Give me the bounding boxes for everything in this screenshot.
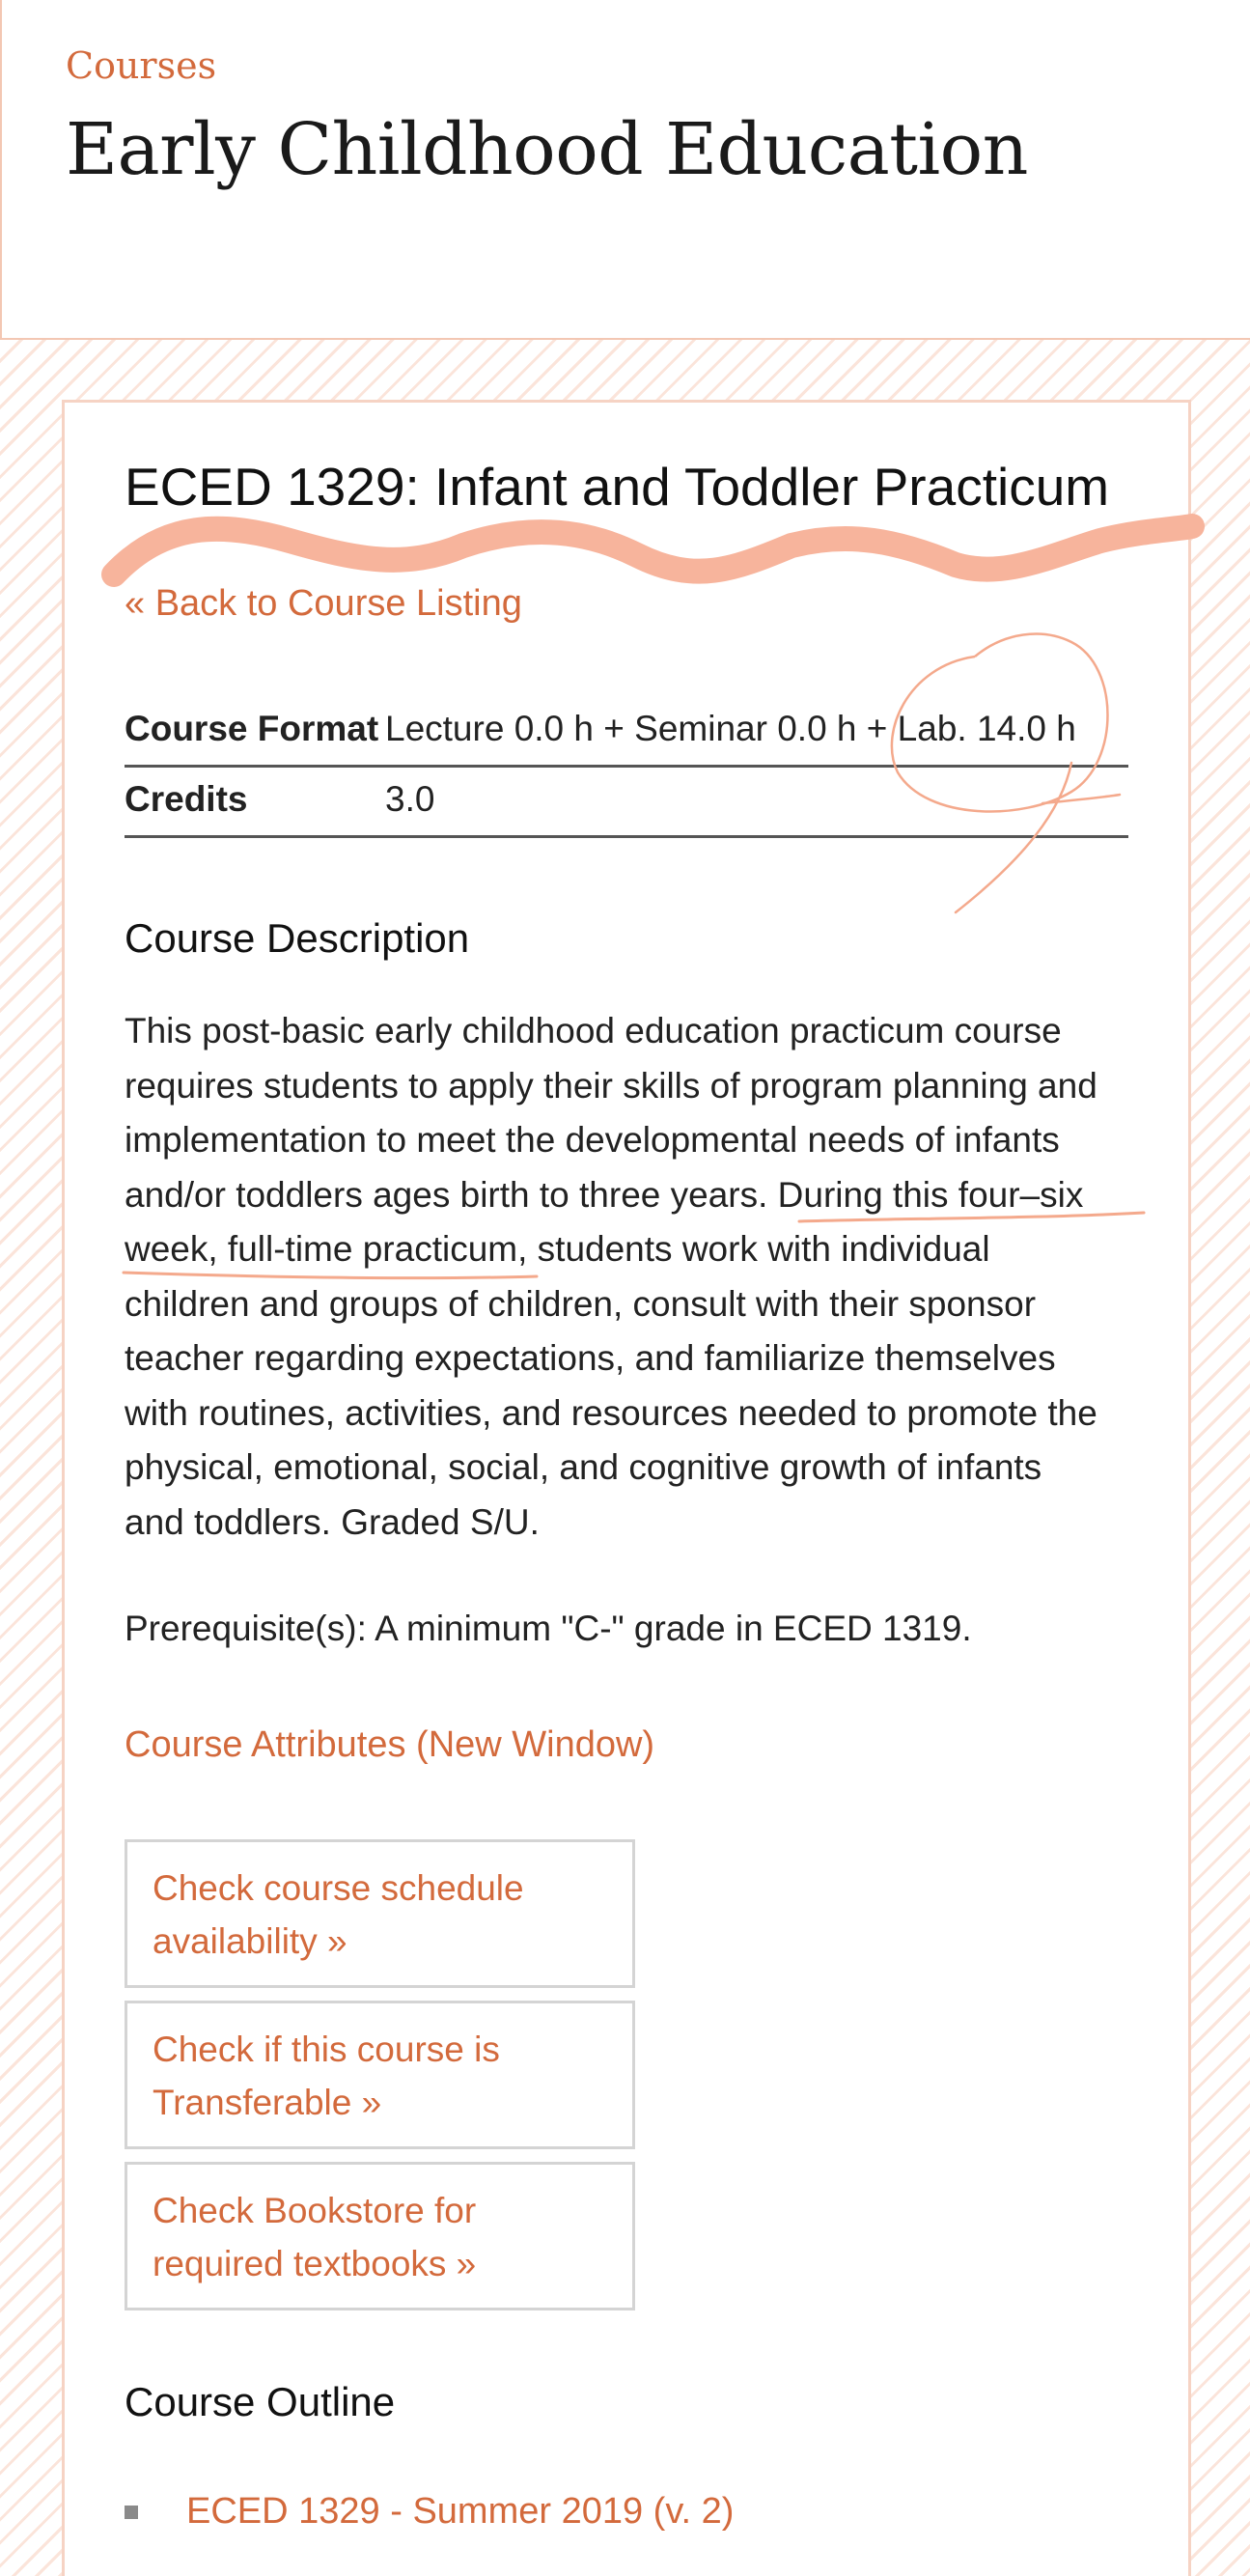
- breadcrumb-courses[interactable]: Courses: [66, 44, 217, 87]
- description-line: week, full-time practicum, students work with individual: [125, 1229, 990, 1269]
- action-label-line2: required textbooks »: [153, 2244, 477, 2283]
- action-label-line1: Check course schedule: [153, 1868, 524, 1908]
- course-format-row: [125, 697, 1128, 767]
- course-outline-heading: Course Outline: [125, 2379, 396, 2424]
- description-line: and/or toddlers ages birth to three years. During this four–six: [125, 1174, 1084, 1215]
- action-label-line1: Check if this course is: [153, 2030, 500, 2069]
- course-format-label: Course Format: [125, 709, 379, 748]
- credits-value: 3.0: [385, 779, 435, 819]
- course-description: [125, 1004, 1148, 1550]
- square-bullet-icon: [125, 2506, 138, 2519]
- course-format-value: Lecture 0.0 h + Seminar 0.0 h + Lab. 14.0 h: [385, 709, 1076, 748]
- check-bookstore-button[interactable]: [125, 2162, 635, 2310]
- credits-row: [125, 767, 1128, 837]
- back-to-listing-link[interactable]: « Back to Course Listing: [125, 583, 522, 624]
- credits-label: Credits: [125, 779, 248, 819]
- description-line: requires students to apply their skills of program planning and: [125, 1065, 1097, 1106]
- action-label-line2: Transferable »: [153, 2083, 382, 2122]
- description-line: physical, emotional, social, and cognitive growth of infants: [125, 1447, 1042, 1487]
- description-line: and toddlers. Graded S/U.: [125, 1501, 540, 1542]
- course-title: ECED 1329: Infant and Toddler Practicum: [125, 457, 1110, 517]
- check-transferable-button[interactable]: [125, 2001, 635, 2149]
- description-line: with routines, activities, and resources needed to promote the: [125, 1392, 1097, 1433]
- action-label-line1: Check Bookstore for: [153, 2191, 477, 2230]
- action-label-line2: availability »: [153, 1921, 347, 1961]
- description-line: children and groups of children, consult with their sponsor: [125, 1283, 1037, 1324]
- prerequisite-text: Prerequisite(s): A minimum "C-" grade in ECED 1319.: [125, 1609, 972, 1648]
- description-line: This post-basic early childhood education practicum course: [125, 1011, 1062, 1050]
- outline-list-item[interactable]: [125, 2491, 734, 2533]
- course-description-heading: Course Description: [125, 915, 470, 961]
- course-info-table: [125, 697, 1128, 838]
- course-attributes-link[interactable]: Course Attributes (New Window): [125, 1724, 655, 1765]
- check-schedule-button[interactable]: [125, 1839, 635, 1988]
- description-line: implementation to meet the developmental needs of infants: [125, 1120, 1060, 1160]
- page-header: [0, 0, 1250, 340]
- outline-link[interactable]: ECED 1329 - Summer 2019 (v. 2): [186, 2491, 735, 2532]
- description-line: teacher regarding expectations, and familiarize themselves: [125, 1338, 1056, 1378]
- page-title: Early Childhood Education: [66, 108, 1028, 191]
